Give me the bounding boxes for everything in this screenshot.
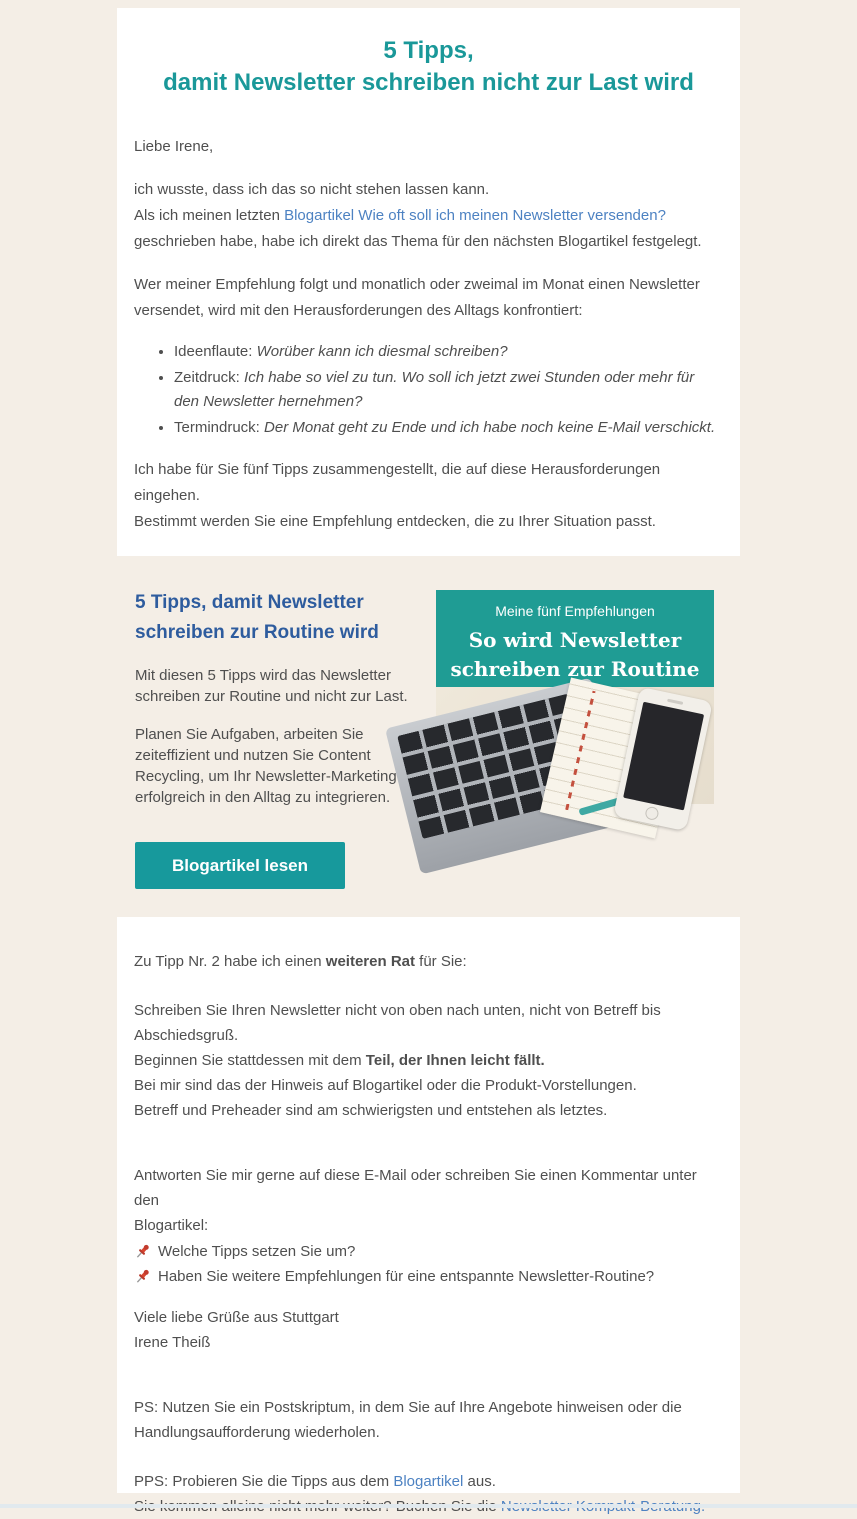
page-title — [134, 35, 723, 99]
title-line-2: damit Newsletter schreiben nicht zur Last wird — [163, 69, 694, 96]
ps-paragraph: PS: Nutzen Sie ein Postskriptum, in dem Sie auf Ihre Angebote hinweisen oder die Handlungsaufforderung wiederholen. — [134, 1399, 682, 1441]
reply-paragraph: Antworten Sie mir gerne auf diese E-Mail oder schreiben Sie einen Kommentar unter den Blogartikel: — [134, 1167, 697, 1234]
signoff: Viele liebe Grüße aus Stuttgart Irene Theiß — [134, 1309, 339, 1351]
footer-strip — [0, 1504, 857, 1508]
list-item: • Termindruck: Der Monat geht zu Ende und ich habe noch keine E-Mail verschickt. — [174, 416, 723, 440]
read-blog-button[interactable]: Blogartikel lesen — [135, 842, 345, 889]
pushpin-icon — [134, 1268, 151, 1285]
list-item: • Zeitdruck: Ich habe so viel zu tun. Wo soll ich jetzt zwei Stunden oder mehr für den Newsletter hernehmen? — [174, 366, 723, 414]
list-item: • Ideenflaute: Worüber kann ich diesmal schreiben? — [174, 340, 723, 364]
sender-name: Irene Theiß — [134, 1334, 211, 1351]
feature-paragraph-1: Mit diesen 5 Tipps wird das Newsletter schreiben zur Routine und nicht zur Last. — [135, 667, 408, 705]
feature-paragraph-2: Planen Sie Aufgaben, arbeiten Sie zeiteffizient und nutzen Sie Content Recycling, um Ihr Newsletter-Marketing erfolgreich in den Alltag zu integrieren. — [135, 726, 397, 806]
question-row — [134, 1240, 723, 1263]
feature-text-column — [135, 588, 435, 808]
question-row — [134, 1265, 723, 1288]
image-title: So wird Newsletter schreiben zur Routine — [450, 628, 700, 681]
image-kicker: Meine fünf Empfehlungen — [495, 603, 655, 619]
greeting: Liebe Irene, — [134, 138, 214, 155]
pushpin-icon — [134, 1243, 151, 1260]
image-banner — [436, 590, 714, 687]
intro-paragraph-3: Ich habe für Sie fünf Tipps zusammengestellt, die auf diese Herausforderungen eingehen. Bestimmt werden Sie eine Empfehlung entdecken, die zu Ihrer Situation passt. — [134, 461, 661, 530]
intro-paragraph-2: Wer meiner Empfehlung folgt und monatlich oder zweimal im Monat einen Newsletter versendet, wird mit den Herausforderungen des Alltags konfrontiert: — [134, 276, 700, 319]
intro-paragraph-1: ich wusste, dass ich das so nicht stehen lassen kann. Als ich meinen letzten Blogartikel Wie oft soll ich meinen Newsletter versenden? geschrieben habe, habe ich direkt das Thema für den nächsten Blogartikel festgelegt. — [134, 181, 702, 250]
pps-paragraph: PPS: Probieren Sie die Tipps aus dem Blogartikel aus. — [134, 1469, 723, 1519]
intro-section — [117, 8, 740, 556]
blog-article-image[interactable] — [436, 590, 714, 804]
question-text: Welche Tipps setzen Sie um? — [158, 1243, 356, 1260]
desk-photo — [436, 687, 714, 804]
challenges-list — [134, 340, 723, 440]
question-text: Haben Sie weitere Empfehlungen für eine entspannte Newsletter-Routine? — [158, 1268, 655, 1285]
title-line-1: 5 Tipps, — [383, 37, 474, 64]
blogartikel-link[interactable]: Blogartikel — [393, 1473, 464, 1490]
newsletter-email — [0, 8, 857, 1508]
outro-section — [117, 917, 740, 1493]
feature-heading: 5 Tipps, damit Newsletter schreiben zur Routine wird — [135, 592, 379, 643]
tip-intro-paragraph: Zu Tipp Nr. 2 habe ich einen weiteren Rat für Sie: — [134, 953, 467, 970]
blogartikel-frequency-link[interactable]: Blogartikel Wie oft soll ich meinen Newsletter versenden? — [284, 207, 666, 224]
tip-detail-paragraph: Schreiben Sie Ihren Newsletter nicht von oben nach unten, nicht von Betreff bis Abschiedsgruß. Beginnen Sie stattdessen mit dem Teil, der Ihnen leicht fällt. Bei mir sind das der Hinweis auf Blogartikel oder die Produkt-Vorstellungen. Betreff und Preheader sind am schwierigsten und entstehen als letztes. — [134, 1002, 661, 1119]
feature-section — [0, 556, 857, 917]
